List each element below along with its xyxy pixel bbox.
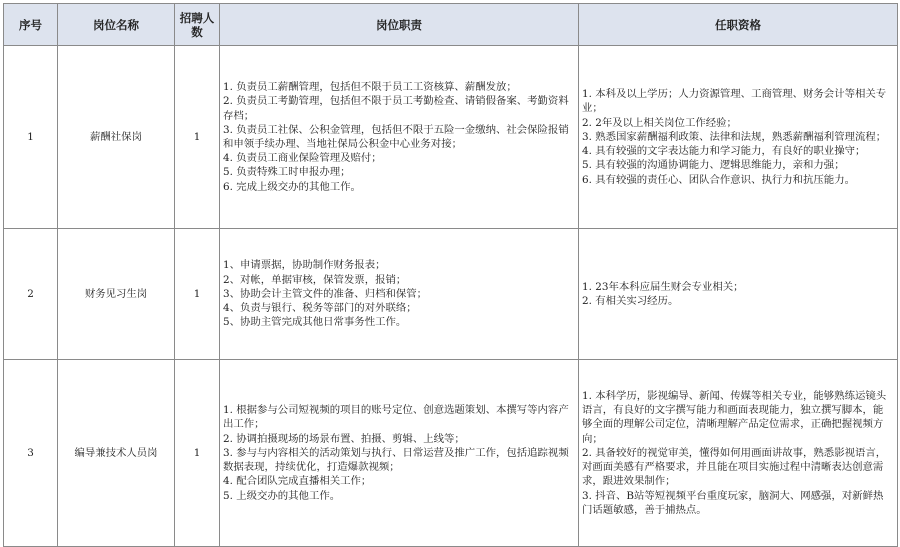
header-position: 岗位名称: [58, 4, 175, 46]
header-headcount: 招聘人数: [175, 4, 220, 46]
requirement-item: 6. 具有较强的责任心、团队合作意识、执行力和抗压能力。: [582, 173, 855, 186]
duty-item: 3. 负责员工社保、公积金管理，包括但不限于五险一金缴纳、社会保险报销和申领手续办理、当地社保局公积金中心业务对接；: [223, 123, 569, 150]
row-position: 薪酬社保岗: [58, 46, 175, 229]
duty-item: 3、协助会计主管文件的准备、归档和保管；: [223, 287, 428, 300]
requirement-item: 4. 具有较强的文字表达能力和学习能力，有良好的职业操守；: [582, 145, 866, 158]
row-requirements: [579, 229, 898, 360]
row-headcount: 1: [175, 229, 220, 360]
table-row: [4, 360, 898, 547]
duty-item: 2、对帐，单据审核，保管发票，报销；: [223, 273, 407, 286]
duty-item: 6. 完成上级交办的其他工作。: [223, 180, 361, 193]
duty-item: 5、协助主管完成其他日常事务性工作。: [223, 316, 407, 329]
duty-item: 4、负责与银行、税务等部门的对外联络；: [223, 302, 417, 315]
requirement-item: 2. 具备较好的视觉审美，懂得如何用画面讲故事，熟悉影视语言，对画面美感有严格要求，并且能在项目实施过程中清晰表达创意需求，跟进效果制作；: [582, 446, 887, 488]
requirement-item: 3. 熟悉国家薪酬福利政策、法律和法规，熟悉薪酬福利管理流程；: [582, 130, 887, 143]
row-duties: [220, 229, 579, 360]
row-duties: [220, 46, 579, 229]
duty-item: 1. 负责员工薪酬管理，包括但不限于员工工资核算、薪酬发放；: [223, 81, 517, 94]
row-headcount: 1: [175, 46, 220, 229]
duty-item: 2. 负责员工考勤管理，包括但不限于员工考勤检查、请销假备案、考勤资料存档；: [223, 95, 569, 122]
requirement-item: 5. 具有较强的沟通协调能力、逻辑思维能力，亲和力强；: [582, 159, 845, 172]
row-index: 2: [4, 229, 58, 360]
row-duties: [220, 360, 579, 547]
duty-item: 1. 根据参与公司短视频的项目的账号定位、创意选题策划、本撰写等内容产出工作；: [223, 404, 569, 431]
requirement-item: 1. 本科及以上学历；人力资源管理、工商管理、财务会计等相关专业；: [582, 88, 887, 115]
row-position: 编导兼技术人员岗: [58, 360, 175, 547]
requirement-item: 2. 有相关实习经历。: [582, 295, 679, 307]
header-duties: 岗位职责: [220, 4, 579, 46]
table-row: [4, 229, 898, 360]
header-requirements: 任职资格: [579, 4, 898, 46]
row-position: 财务见习生岗: [58, 229, 175, 360]
table-header-row: [4, 4, 898, 46]
recruitment-table: [3, 3, 898, 547]
requirement-item: 2. 2年及以上相关岗位工作经验；: [582, 116, 737, 129]
duty-item: 3. 参与与内容相关的活动策划与执行、日常运营及推广工作，包括追踪视频数据表现，持续优化，打造爆款视频；: [223, 446, 569, 474]
duty-item: 5. 上级交办的其他工作。: [223, 489, 341, 502]
requirement-item: 1. 23年本科应届生财会专业相关；: [582, 280, 744, 293]
row-requirements: [579, 360, 898, 547]
duty-item: 5. 负责特殊工时申报办理；: [223, 166, 351, 179]
row-index: 1: [4, 46, 58, 229]
duty-item: 2. 协调拍摄现场的场景布置、拍摄、剪辑、上线等；: [223, 432, 465, 445]
duty-item: 1、申请票据，协助制作财务报表；: [223, 259, 386, 272]
table-row: [4, 46, 898, 229]
row-index: 3: [4, 360, 58, 547]
header-index: 序号: [4, 4, 58, 46]
row-requirements: [579, 46, 898, 229]
row-headcount: 1: [175, 360, 220, 547]
duty-item: 4. 负责员工商业保险管理及赔付；: [223, 152, 382, 165]
requirement-item: 1. 本科学历，影视编导、新闻、传媒等相关专业，能够熟练运镜头语言，有良好的文字撰写能力和画面表现能力，独立撰写脚本，能够全面的理解公司定位，清晰理解产品定位需求，正确把握视频方向；: [582, 390, 887, 445]
duty-item: 4. 配合团队完成直播相关工作；: [223, 475, 372, 488]
requirement-item: 3. 抖音、B站等短视频平台重度玩家，脑洞大、网感强，对新鲜热门话题敏感，善于捕热点。: [582, 489, 884, 516]
